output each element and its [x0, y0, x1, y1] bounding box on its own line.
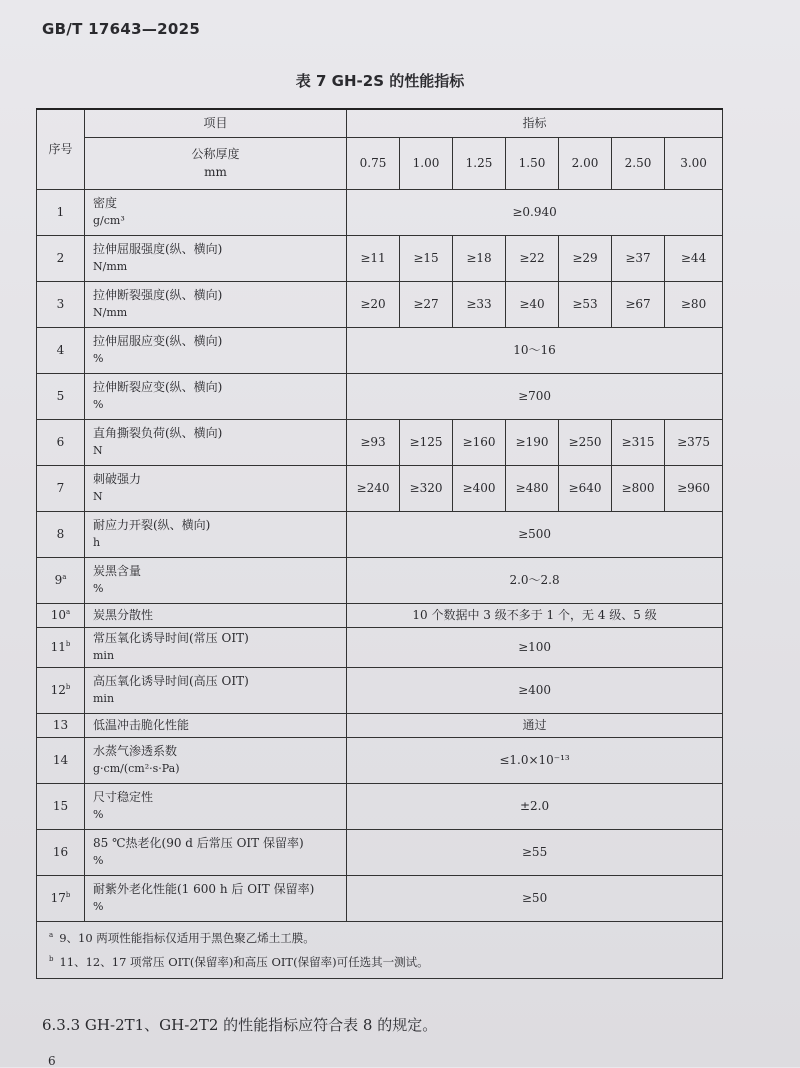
row-seq: 5	[37, 373, 85, 419]
header-spec: 指标	[347, 109, 723, 137]
spec-value: ≥190	[506, 419, 559, 465]
item-unit: N	[93, 444, 103, 457]
spec-value-merged: ≥400	[347, 667, 723, 713]
item-name: 直角撕裂负荷(纵、横向)	[93, 426, 223, 440]
item-unit: g/cm³	[93, 214, 125, 227]
row-item	[85, 419, 347, 465]
item-name: 尺寸稳定性	[93, 790, 154, 804]
item-name: 高压氧化诱导时间(高压 OIT)	[93, 674, 249, 688]
performance-table	[36, 108, 723, 979]
spec-value-merged: 2.0～2.8	[347, 557, 723, 603]
row-item	[85, 713, 347, 737]
item-name: 拉伸屈服强度(纵、横向)	[93, 242, 223, 256]
table-row	[37, 235, 723, 281]
table-caption: 表 7 GH-2S 的性能指标	[295, 72, 465, 90]
table-row	[37, 875, 723, 921]
item-unit: %	[93, 808, 104, 821]
item-unit: g·cm/(cm²·s·Pa)	[93, 762, 180, 775]
thickness-unit: mm	[204, 165, 227, 179]
spec-value: ≥800	[612, 465, 665, 511]
spec-value: ≥22	[506, 235, 559, 281]
spec-value-merged: ≥50	[347, 875, 723, 921]
header-item: 项目	[85, 109, 347, 137]
note-text: 9、10 两项性能指标仅适用于黑色聚乙烯土工膜。	[59, 930, 315, 945]
spec-value: ≥250	[559, 419, 612, 465]
standard-code: GB/T 17643—2025	[42, 20, 201, 38]
spec-value-merged: 10 个数据中 3 级不多于 1 个，无 4 级、5 级	[347, 603, 723, 627]
spec-value: ≥37	[612, 235, 665, 281]
spec-value: ≥20	[347, 281, 400, 327]
row-item	[85, 373, 347, 419]
note-mark: a	[66, 608, 71, 616]
spec-value-merged: 通过	[347, 713, 723, 737]
spec-value: ≥67	[612, 281, 665, 327]
thickness-value: 0.75	[347, 137, 400, 189]
row-seq: 10$^a$	[37, 603, 85, 627]
table-notes	[37, 921, 723, 978]
spec-value-merged: ≤1.0×10⁻¹³	[347, 737, 723, 783]
table-note	[49, 926, 710, 950]
table-row	[37, 419, 723, 465]
spec-value: ≥29	[559, 235, 612, 281]
thickness-value: 2.00	[559, 137, 612, 189]
table-note	[49, 950, 710, 974]
header-thickness	[85, 137, 347, 189]
row-item	[85, 667, 347, 713]
row-seq: 8	[37, 511, 85, 557]
spec-value-merged: ≥500	[347, 511, 723, 557]
table-row	[37, 557, 723, 603]
item-name: 拉伸断裂应变(纵、横向)	[93, 380, 223, 394]
note-mark: b	[65, 640, 71, 648]
item-unit: %	[93, 398, 104, 411]
row-item	[85, 281, 347, 327]
spec-value: ≥960	[665, 465, 723, 511]
spec-value: ≥400	[453, 465, 506, 511]
row-item	[85, 557, 347, 603]
spec-value: ≥315	[612, 419, 665, 465]
row-seq: 13	[37, 713, 85, 737]
thickness-value: 1.25	[453, 137, 506, 189]
row-seq: 15	[37, 783, 85, 829]
spec-value: ≥27	[400, 281, 453, 327]
item-name: 低温冲击脆化性能	[93, 718, 190, 732]
thickness-label: 公称厚度	[191, 147, 240, 161]
table-row	[37, 667, 723, 713]
table-row	[37, 737, 723, 783]
row-item	[85, 829, 347, 875]
spec-value-merged: 10～16	[347, 327, 723, 373]
note-mark: b	[49, 954, 54, 963]
row-item	[85, 327, 347, 373]
row-seq: 7	[37, 465, 85, 511]
thickness-value: 3.00	[665, 137, 723, 189]
row-seq: 1	[37, 189, 85, 235]
spec-value: ≥480	[506, 465, 559, 511]
table-row	[37, 373, 723, 419]
table-row	[37, 281, 723, 327]
spec-value: ≥33	[453, 281, 506, 327]
note-mark: b	[65, 683, 71, 691]
table-row	[37, 603, 723, 627]
row-item	[85, 603, 347, 627]
thickness-value: 1.50	[506, 137, 559, 189]
row-seq: 4	[37, 327, 85, 373]
row-seq: 6	[37, 419, 85, 465]
spec-value-merged: ±2.0	[347, 783, 723, 829]
spec-value: ≥80	[665, 281, 723, 327]
item-unit: N	[93, 490, 103, 503]
item-unit: h	[93, 536, 101, 549]
spec-value: ≥53	[559, 281, 612, 327]
item-unit: %	[93, 900, 104, 913]
row-item	[85, 189, 347, 235]
table-row	[37, 511, 723, 557]
row-seq: 2	[37, 235, 85, 281]
table-row	[37, 829, 723, 875]
spec-value: ≥375	[665, 419, 723, 465]
row-seq: 11$^b$	[37, 627, 85, 667]
spec-value: ≥40	[506, 281, 559, 327]
row-seq: 9$^a$	[37, 557, 85, 603]
item-name: 拉伸断裂强度(纵、横向)	[93, 288, 223, 302]
item-name: 刺破强力	[93, 472, 142, 486]
row-seq: 14	[37, 737, 85, 783]
item-unit: N/mm	[93, 306, 128, 319]
item-name: 炭黑分散性	[93, 608, 154, 622]
item-name: 85 ℃热老化(90 d 后常压 OIT 保留率)	[93, 836, 304, 850]
item-name: 水蒸气渗透系数	[93, 744, 178, 758]
item-unit: %	[93, 582, 104, 595]
note-text: 11、12、17 项常压 OIT(保留率)和高压 OIT(保留率)可任选其一测试。	[59, 954, 429, 969]
row-item	[85, 511, 347, 557]
spec-value-merged: ≥55	[347, 829, 723, 875]
spec-value: ≥15	[400, 235, 453, 281]
note-mark: b	[65, 891, 71, 899]
spec-value-merged: ≥100	[347, 627, 723, 667]
row-seq: 16	[37, 829, 85, 875]
row-seq: 12$^b$	[37, 667, 85, 713]
row-item	[85, 627, 347, 667]
spec-value: ≥320	[400, 465, 453, 511]
page-number: 6	[48, 1054, 56, 1068]
table-row	[37, 783, 723, 829]
spec-value: ≥125	[400, 419, 453, 465]
spec-value: ≥18	[453, 235, 506, 281]
item-name: 拉伸屈服应变(纵、横向)	[93, 334, 223, 348]
row-seq: 3	[37, 281, 85, 327]
table-row	[37, 465, 723, 511]
item-name: 炭黑含量	[93, 564, 142, 578]
spec-value: ≥93	[347, 419, 400, 465]
item-name: 耐紫外老化性能(1 600 h 后 OIT 保留率)	[93, 882, 315, 896]
item-unit: min	[93, 692, 115, 705]
table-row	[37, 189, 723, 235]
row-item	[85, 465, 347, 511]
item-unit: min	[93, 649, 115, 662]
row-item	[85, 783, 347, 829]
row-item	[85, 875, 347, 921]
spec-value-merged: ≥0.940	[347, 189, 723, 235]
item-unit: N/mm	[93, 260, 128, 273]
spec-value: ≥160	[453, 419, 506, 465]
item-name: 耐应力开裂(纵、横向)	[93, 518, 211, 532]
thickness-value: 1.00	[400, 137, 453, 189]
item-unit: %	[93, 352, 104, 365]
row-item	[85, 737, 347, 783]
table-row	[37, 627, 723, 667]
row-item	[85, 235, 347, 281]
spec-value: ≥240	[347, 465, 400, 511]
table-row	[37, 327, 723, 373]
spec-value: ≥11	[347, 235, 400, 281]
item-name: 常压氧化诱导时间(常压 OIT)	[93, 631, 249, 645]
spec-value: ≥640	[559, 465, 612, 511]
spec-value-merged: ≥700	[347, 373, 723, 419]
item-unit: %	[93, 854, 104, 867]
table-row	[37, 713, 723, 737]
thickness-value: 2.50	[612, 137, 665, 189]
spec-value: ≥44	[665, 235, 723, 281]
header-seq: 序号	[37, 109, 85, 189]
note-mark: a	[49, 930, 54, 939]
item-name: 密度	[93, 196, 118, 210]
body-paragraph: 6.3.3 GH-2T1、GH-2T2 的性能指标应符合表 8 的规定。	[42, 1016, 438, 1034]
note-mark: a	[62, 573, 67, 581]
row-seq: 17$^b$	[37, 875, 85, 921]
